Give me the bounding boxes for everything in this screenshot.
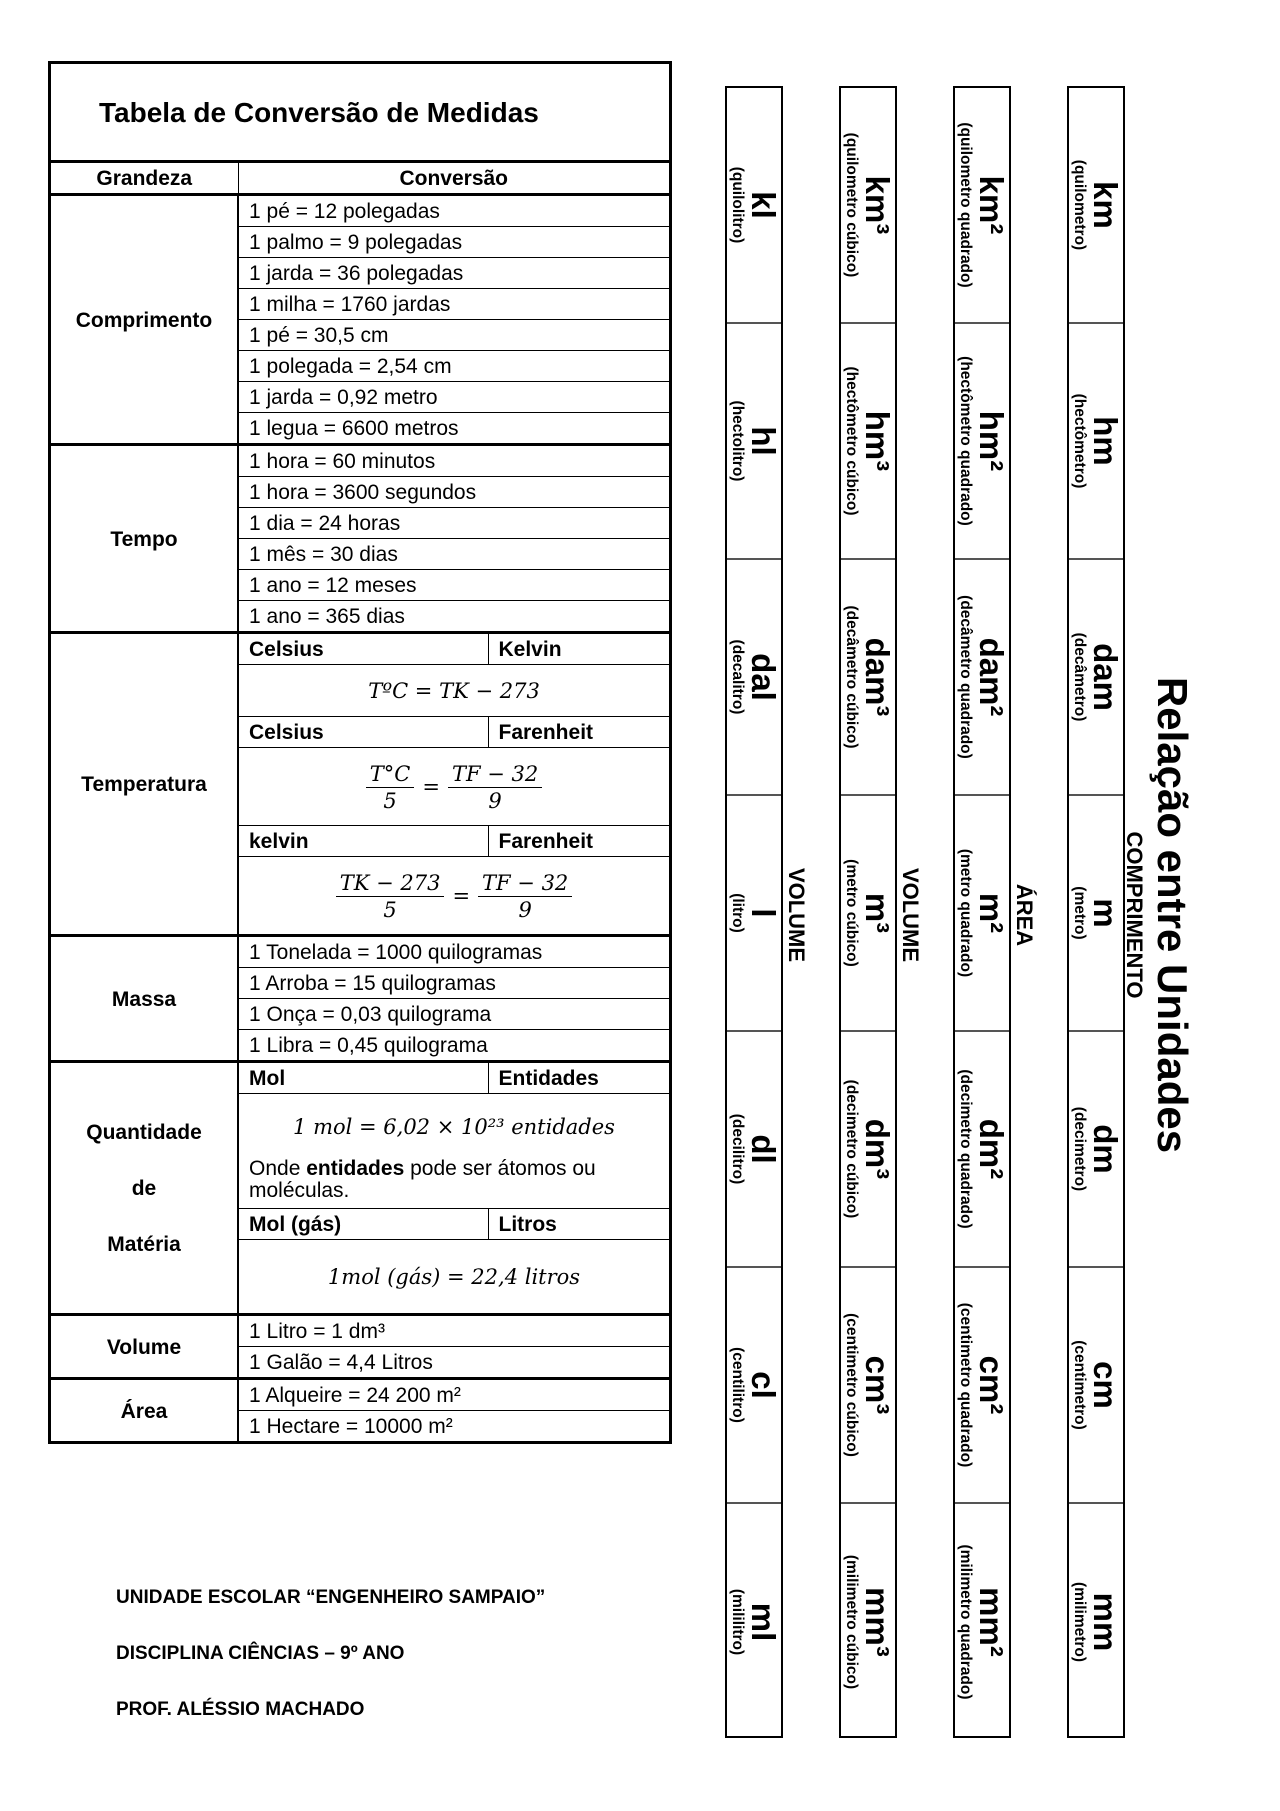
group-area: Área <box>50 1379 239 1443</box>
table-row: 1 ano = 12 meses <box>238 570 671 601</box>
unit-label <box>956 1303 1008 1467</box>
sub-header: Litros <box>488 1209 671 1240</box>
table-row: 1 Libra = 0,45 quilograma <box>238 1030 671 1062</box>
unit-label <box>1070 1582 1122 1662</box>
unit-name: (decimetro cúbico) <box>843 1079 860 1219</box>
unit-name: (centilitro) <box>729 1347 746 1423</box>
table-row: 1 legua = 6600 metros <box>238 413 671 445</box>
equals-sign: = <box>452 883 471 908</box>
table-row: 1 Arroba = 15 quilogramas <box>238 968 671 999</box>
group-comprimento: Comprimento <box>50 195 239 445</box>
note-entidades <box>238 1152 671 1209</box>
fraction-denominator: 5 <box>383 788 397 813</box>
unit-label <box>956 849 1008 977</box>
sub-header: Mol (gás) <box>238 1209 488 1240</box>
unit-name: (hectolitro) <box>729 400 746 482</box>
unit-symbol: dam³ <box>859 637 896 717</box>
unit-cell <box>955 1504 1009 1740</box>
table-row: 1 ano = 365 dias <box>238 601 671 633</box>
unit-cell <box>841 1032 895 1268</box>
unit-symbol: km² <box>973 175 1010 235</box>
unit-cell <box>955 324 1009 560</box>
unit-cell <box>1069 796 1123 1032</box>
unit-symbol: dl <box>745 1134 782 1164</box>
fraction-numerator: TK − 273 <box>336 870 445 897</box>
unit-name: (centimetro quadrado) <box>957 1302 974 1468</box>
unit-label <box>842 367 894 516</box>
unit-symbol: dm³ <box>859 1118 896 1180</box>
unit-name: (centimetro) <box>1071 1340 1088 1430</box>
unit-label <box>1070 1340 1122 1430</box>
unit-symbol: dm <box>1087 1124 1124 1174</box>
sub-header: Farenheit <box>488 826 671 857</box>
unit-label <box>956 595 1008 759</box>
unit-label <box>842 1313 894 1457</box>
unit-cell <box>1069 560 1123 796</box>
table-row: 1 polegada = 2,54 cm <box>238 351 671 382</box>
unit-label <box>728 1589 780 1655</box>
table-row: 1 Onça = 0,03 quilograma <box>238 999 671 1030</box>
unit-symbol: cl <box>745 1371 782 1399</box>
table-row: 1 milha = 1760 jardas <box>238 289 671 320</box>
strip-comprimento <box>1067 86 1125 1738</box>
unit-symbol: mm² <box>973 1587 1010 1657</box>
unit-name: (decâmetro) <box>1071 632 1088 722</box>
unit-symbol: hm <box>1087 416 1124 466</box>
unit-cell <box>727 796 781 1032</box>
unit-cell <box>727 1268 781 1504</box>
group-tempo: Tempo <box>50 445 239 633</box>
unit-name: (decâmetro quadrado) <box>957 595 974 759</box>
fraction-numerator: T°C <box>366 761 415 788</box>
sub-header: Entidades <box>488 1062 671 1094</box>
strip-label-comprimento: COMPRIMENTO <box>1122 831 1147 999</box>
unit-cell <box>1069 1268 1123 1504</box>
formula-celsius-kelvin: TºC = TK − 273 <box>238 665 671 717</box>
unit-label <box>728 1114 780 1185</box>
header-conversao: Conversão <box>238 162 671 195</box>
group-volume: Volume <box>50 1315 239 1379</box>
strip-label-volume-cubic: VOLUME <box>898 867 923 963</box>
unit-label <box>728 893 780 933</box>
sub-header: Mol <box>238 1062 488 1094</box>
unit-cell <box>955 796 1009 1032</box>
unit-cell <box>841 796 895 1032</box>
sub-header: kelvin <box>238 826 488 857</box>
unit-cell <box>727 88 781 324</box>
unit-name: (decimetro quadrado) <box>957 1069 974 1229</box>
unit-name: (centimetro cúbico) <box>843 1313 860 1457</box>
group-massa: Massa <box>50 936 239 1062</box>
units-title: Relação entre Unidades <box>1149 676 1196 1154</box>
school-name: UNIDADE ESCOLAR “ENGENHEIRO SAMPAIO” <box>116 1587 546 1608</box>
unit-label <box>956 1544 1008 1699</box>
unit-symbol: dal <box>745 653 782 701</box>
formula-avogadro: 1 mol = 6,02 × 10²³ entidades <box>238 1094 671 1153</box>
unit-label <box>842 606 894 749</box>
unit-name: (quilolitro) <box>729 166 746 244</box>
sub-header: Farenheit <box>488 717 671 748</box>
table-row: 1 Litro = 1 dm³ <box>238 1315 671 1347</box>
table-row: 1 Tonelada = 1000 quilogramas <box>238 936 671 968</box>
unit-symbol: kl <box>745 191 782 219</box>
unit-name: (milimetro) <box>1071 1581 1088 1663</box>
group-label-line: de <box>131 1176 157 1200</box>
unit-name: (quilometro quadrado) <box>957 122 974 288</box>
note-text: Onde <box>249 1157 307 1180</box>
formula-mol-gas: 1mol (gás) = 22,4 litros <box>238 1240 671 1315</box>
unit-cell <box>841 324 895 560</box>
unit-cell <box>955 1032 1009 1268</box>
unit-symbol: km³ <box>859 175 896 235</box>
unit-cell <box>841 1268 895 1504</box>
unit-cell <box>727 324 781 560</box>
table-title: Tabela de Conversão de Medidas <box>50 63 671 162</box>
group-label-line: Quantidade <box>86 1120 202 1144</box>
unit-cell <box>955 88 1009 324</box>
unit-label <box>842 1080 894 1219</box>
unit-label <box>842 859 894 967</box>
unit-symbol: hm² <box>973 410 1010 472</box>
header-grandeza: Grandeza <box>50 162 239 195</box>
unit-cell <box>841 1504 895 1740</box>
unit-label <box>728 640 780 715</box>
sub-header: Celsius <box>238 717 488 748</box>
fraction-denominator: 5 <box>383 897 397 922</box>
strip-label-volume-liters: VOLUME <box>784 867 809 963</box>
unit-symbol: mm <box>1087 1592 1124 1652</box>
table-row: 1 pé = 30,5 cm <box>238 320 671 351</box>
table-row: 1 mês = 30 dias <box>238 539 671 570</box>
strip-label-area: ÁREA <box>1012 883 1037 947</box>
unit-cell <box>1069 88 1123 324</box>
unit-symbol: dm² <box>973 1118 1010 1180</box>
unit-name: (quilometro cúbico) <box>843 132 860 278</box>
table-row: 1 hora = 60 minutos <box>238 445 671 477</box>
unit-symbol: ml <box>745 1602 782 1642</box>
unit-name: (mililitro) <box>729 1588 746 1656</box>
unit-name: (decimetro) <box>1071 1106 1088 1192</box>
unit-cell <box>841 560 895 796</box>
table-row: 1 Galão = 4,4 Litros <box>238 1347 671 1379</box>
table-row: 1 hora = 3600 segundos <box>238 477 671 508</box>
unit-symbol: dam² <box>973 637 1010 717</box>
unit-symbol: hm³ <box>859 410 896 472</box>
formula-kelvin-farenheit <box>238 857 671 936</box>
fraction-numerator: TF − 32 <box>448 761 542 788</box>
unit-cell <box>727 1032 781 1268</box>
unit-symbol: m³ <box>859 892 896 934</box>
unit-symbol: cm³ <box>859 1355 896 1415</box>
note-bold: entidades <box>306 1157 405 1180</box>
group-label-line: Matéria <box>107 1232 181 1256</box>
strip-volume-liters <box>725 86 783 1738</box>
unit-name: (milimetro quadrado) <box>957 1544 974 1700</box>
formula-celsius-farenheit <box>238 748 671 826</box>
strip-volume-cubic <box>839 86 897 1738</box>
unit-symbol: m² <box>973 892 1010 934</box>
sub-header: Kelvin <box>488 633 671 665</box>
discipline: DISCIPLINA CIÊNCIAS – 9º ANO <box>116 1643 405 1664</box>
unit-name: (decilitro) <box>729 1113 746 1185</box>
sub-header: Celsius <box>238 633 488 665</box>
unit-cell <box>1069 324 1123 560</box>
unit-label <box>956 122 1008 287</box>
fraction-denominator: 9 <box>518 897 532 922</box>
unit-symbol: m <box>1087 898 1124 928</box>
unit-symbol: hl <box>745 426 782 456</box>
unit-name: (hectômetro cúbico) <box>843 366 860 516</box>
teacher: PROF. ALÉSSIO MACHADO <box>116 1699 365 1720</box>
unit-label <box>956 1069 1008 1228</box>
unit-name: (litro) <box>729 893 746 933</box>
unit-cell <box>1069 1032 1123 1268</box>
unit-cell <box>727 1504 781 1740</box>
unit-label <box>842 1555 894 1689</box>
unit-label <box>728 401 780 482</box>
conversion-table <box>48 61 672 1444</box>
unit-label <box>728 1347 780 1423</box>
unit-symbol: km <box>1087 181 1124 229</box>
unit-symbol: l <box>745 908 782 918</box>
unit-cell <box>955 560 1009 796</box>
table-row: 1 jarda = 0,92 metro <box>238 382 671 413</box>
table-row: 1 palmo = 9 polegadas <box>238 227 671 258</box>
unit-label <box>1070 633 1122 722</box>
table-row: 1 Alqueire = 24 200 m² <box>238 1379 671 1411</box>
unit-label <box>1070 394 1122 489</box>
unit-label <box>1070 1107 1122 1191</box>
unit-symbol: dam <box>1087 643 1124 711</box>
unit-name: (decalitro) <box>729 639 746 715</box>
table-row: 1 Hectare = 10000 m² <box>238 1411 671 1443</box>
unit-label <box>1070 886 1122 939</box>
unit-name: (decâmetro cúbico) <box>843 605 860 749</box>
note-text: pode ser átomos ou moléculas. <box>249 1157 596 1202</box>
equals-sign: = <box>422 774 440 799</box>
unit-name: (milimetro cúbico) <box>843 1554 860 1690</box>
unit-name: (hectômetro) <box>1071 393 1088 489</box>
group-temperatura: Temperatura <box>50 633 239 936</box>
unit-cell <box>955 1268 1009 1504</box>
table-row: 1 pé = 12 polegadas <box>238 195 671 227</box>
unit-label <box>956 356 1008 526</box>
unit-symbol: cm² <box>973 1355 1010 1415</box>
unit-name: (metro) <box>1071 886 1088 940</box>
strip-area <box>953 86 1011 1738</box>
unit-name: (quilometro) <box>1071 159 1088 251</box>
unit-name: (hectômetro quadrado) <box>957 356 974 526</box>
unit-name: (metro quadrado) <box>957 848 974 978</box>
unit-label <box>1070 160 1122 250</box>
fraction-denominator: 9 <box>488 788 502 813</box>
table-row: 1 jarda = 36 polegadas <box>238 258 671 289</box>
unit-cell <box>1069 1504 1123 1740</box>
group-quantidade-de-materia <box>50 1062 239 1315</box>
unit-cell <box>841 88 895 324</box>
unit-name: (metro cúbico) <box>843 859 860 967</box>
table-row: 1 dia = 24 horas <box>238 508 671 539</box>
unit-cell <box>727 560 781 796</box>
unit-label <box>728 167 780 244</box>
unit-symbol: mm³ <box>859 1587 896 1657</box>
fraction-numerator: TF − 32 <box>478 870 572 897</box>
unit-label <box>842 133 894 278</box>
unit-symbol: cm <box>1087 1361 1124 1409</box>
